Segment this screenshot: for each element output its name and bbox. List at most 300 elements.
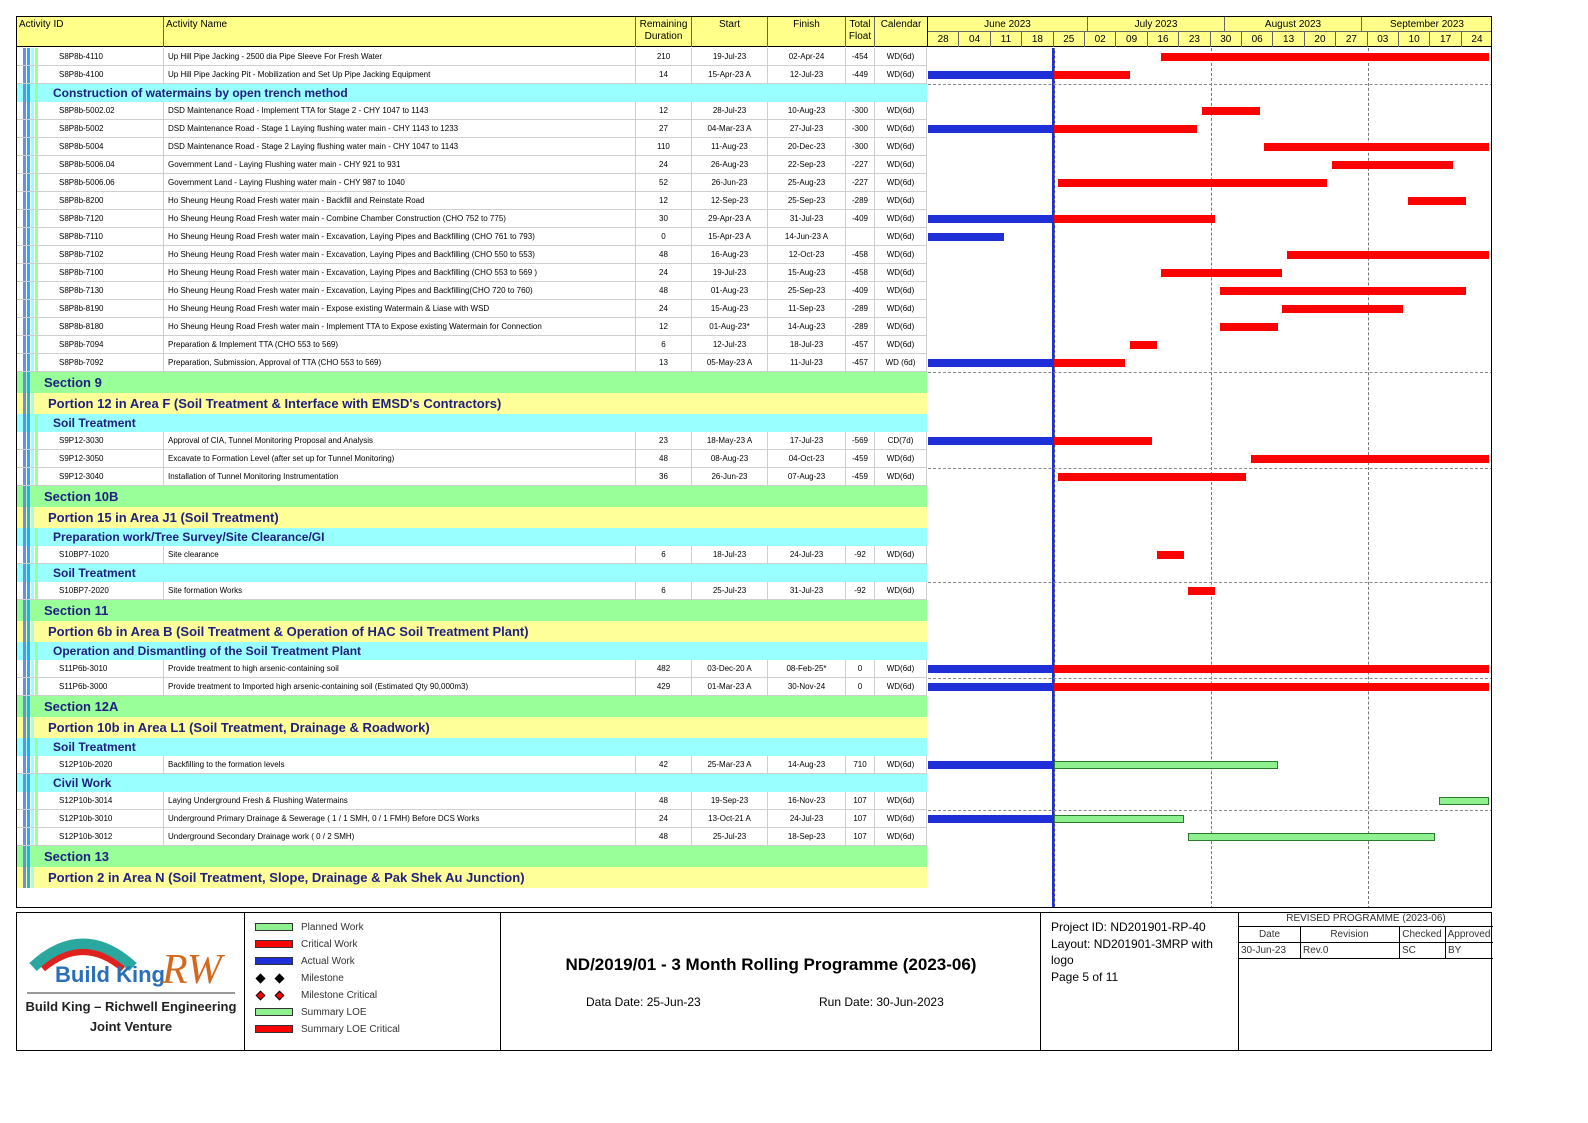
- finish-date-cell: 25-Sep-23: [768, 192, 846, 209]
- planned-work-bar[interactable]: [1188, 833, 1435, 841]
- critical-work-bar[interactable]: [1054, 683, 1489, 691]
- start-date-cell: 29-Apr-23 A: [692, 210, 768, 227]
- critical-work-bar[interactable]: [1251, 455, 1489, 463]
- project-id: Project ID: ND201901-RP-40: [1051, 920, 1206, 934]
- hierarchy-stripe: [27, 546, 30, 563]
- hierarchy-stripe: [23, 774, 26, 792]
- hierarchy-stripe: [23, 48, 26, 65]
- calendar-cell: WD(6d): [875, 264, 927, 281]
- timeline-week: 23: [1179, 32, 1210, 47]
- remaining-duration-cell: 27: [636, 120, 692, 137]
- col-activity-id[interactable]: Activity ID: [17, 17, 164, 47]
- gantt-gridline: [928, 372, 1492, 373]
- subgroup-row[interactable]: [17, 738, 927, 756]
- activity-id-cell: S9P12-3050: [41, 450, 164, 467]
- finish-date-cell: 25-Sep-23: [768, 282, 846, 299]
- planned-work-bar[interactable]: [1054, 761, 1278, 769]
- hierarchy-stripe: [27, 621, 30, 642]
- total-float-cell: -92: [846, 546, 875, 563]
- hierarchy-stripe: [27, 393, 30, 414]
- hierarchy-stripe: [27, 156, 30, 173]
- activity-id-cell: S8P8b-5002: [41, 120, 164, 137]
- remaining-duration-cell: 6: [636, 336, 692, 353]
- activity-row[interactable]: [17, 318, 927, 336]
- activity-name-cell: Underground Secondary Drainage work ( 0 / 2 SMH): [164, 828, 636, 845]
- hierarchy-stripe: [27, 84, 30, 102]
- subgroup-row[interactable]: [17, 528, 927, 546]
- activity-row[interactable]: [17, 336, 927, 354]
- critical-work-bar[interactable]: [1202, 107, 1260, 115]
- hierarchy-stripe: [31, 156, 34, 173]
- calendar-cell: WD(6d): [875, 282, 927, 299]
- hierarchy-stripe: [23, 264, 26, 281]
- critical-work-bar[interactable]: [1054, 215, 1215, 223]
- group-label: Portion 6b in Area B (Soil Treatment & Operation of HAC Soil Treatment Plant): [48, 624, 529, 639]
- total-float-cell: -457: [846, 336, 875, 353]
- hierarchy-stripe: [27, 717, 30, 738]
- hierarchy-stripe: [35, 660, 38, 677]
- hierarchy-stripe: [31, 810, 34, 827]
- activity-name-cell: Approval of CIA, Tunnel Monitoring Proposal and Analysis: [164, 432, 636, 449]
- subgroup-row[interactable]: [17, 642, 927, 660]
- activity-row[interactable]: [17, 300, 927, 318]
- actual-work-bar[interactable]: [928, 815, 1054, 823]
- critical-work-bar[interactable]: [1054, 665, 1489, 673]
- remaining-duration-cell: 24: [636, 264, 692, 281]
- activity-row[interactable]: [17, 546, 927, 564]
- col-remaining-duration[interactable]: Remaining Duration: [636, 17, 692, 47]
- hierarchy-stripe: [35, 48, 38, 65]
- remaining-duration-cell: 23: [636, 432, 692, 449]
- activity-name-cell: Site clearance: [164, 546, 636, 563]
- finish-date-cell: 10-Aug-23: [768, 102, 846, 119]
- remaining-duration-cell: 24: [636, 156, 692, 173]
- critical-work-bar[interactable]: [1054, 437, 1153, 445]
- hierarchy-stripe: [23, 228, 26, 245]
- actual-work-bar[interactable]: [928, 683, 1054, 691]
- hierarchy-stripe: [35, 156, 38, 173]
- critical-work-bar[interactable]: [1220, 323, 1278, 331]
- hierarchy-stripe: [35, 564, 38, 582]
- critical-work-bar[interactable]: [1054, 359, 1126, 367]
- hierarchy-stripe: [35, 300, 38, 317]
- total-float-cell: -227: [846, 174, 875, 191]
- total-float-cell: 710: [846, 756, 875, 773]
- hierarchy-stripe: [31, 678, 34, 695]
- start-date-cell: 25-Jul-23: [692, 582, 768, 599]
- activity-row[interactable]: [17, 468, 927, 486]
- legend-item: [255, 919, 364, 935]
- start-date-cell: 01-Aug-23*: [692, 318, 768, 335]
- start-date-cell: 19-Jul-23: [692, 48, 768, 65]
- calendar-cell: WD(6d): [875, 756, 927, 773]
- group-label: Soil Treatment: [53, 416, 136, 430]
- hierarchy-stripe: [27, 738, 30, 756]
- run-date: Run Date: 30-Jun-2023: [819, 995, 944, 1009]
- hierarchy-stripe: [35, 354, 38, 371]
- start-date-cell: 05-May-23 A: [692, 354, 768, 371]
- actual-work-bar[interactable]: [928, 665, 1054, 673]
- activity-id-cell: S8P8b-5006.06: [41, 174, 164, 191]
- hierarchy-stripe: [23, 120, 26, 137]
- actual-work-bar[interactable]: [928, 233, 1004, 241]
- legend-box: [245, 913, 501, 1050]
- hierarchy-stripe: [27, 432, 30, 449]
- critical-work-bar[interactable]: [1161, 269, 1282, 277]
- portion-row[interactable]: [17, 507, 927, 528]
- start-date-cell: 25-Jul-23: [692, 828, 768, 845]
- actual-work-bar[interactable]: [928, 437, 1054, 445]
- remaining-duration-cell: 0: [636, 228, 692, 245]
- activity-row[interactable]: [17, 450, 927, 468]
- hierarchy-stripe: [35, 192, 38, 209]
- activity-id-cell: S8P8b-8180: [41, 318, 164, 335]
- calendar-cell: WD(6d): [875, 300, 927, 317]
- critical-work-bar[interactable]: [1188, 587, 1215, 595]
- hierarchy-stripe: [27, 468, 30, 485]
- timeline-week: 25: [1054, 32, 1085, 47]
- legend-swatch: [255, 1025, 293, 1033]
- hierarchy-stripe: [35, 432, 38, 449]
- remaining-duration-cell: 48: [636, 282, 692, 299]
- start-date-cell: 03-Dec-20 A: [692, 660, 768, 677]
- hierarchy-stripe: [27, 528, 30, 546]
- activity-name-cell: Installation of Tunnel Monitoring Instrumentation: [164, 468, 636, 485]
- hierarchy-stripe: [35, 738, 38, 756]
- hierarchy-stripe: [27, 642, 30, 660]
- activity-name-cell: Ho Sheung Heung Road Fresh water main - Combine Chamber Construction (CHO 752 to 775): [164, 210, 636, 227]
- finish-date-cell: 18-Jul-23: [768, 336, 846, 353]
- hierarchy-stripe: [35, 228, 38, 245]
- company-name-line2: Joint Venture: [89, 1019, 173, 1034]
- activity-row[interactable]: [17, 354, 927, 372]
- actual-work-bar[interactable]: [928, 761, 1054, 769]
- critical-work-bar[interactable]: [1130, 341, 1157, 349]
- col-calendar[interactable]: Calendar: [880, 19, 922, 30]
- calendar-cell: WD(6d): [875, 228, 927, 245]
- total-float-cell: 0: [846, 660, 875, 677]
- critical-work-bar[interactable]: [1058, 179, 1327, 187]
- activity-row[interactable]: [17, 810, 927, 828]
- activity-row[interactable]: [17, 432, 927, 450]
- legend-label: Milestone: [301, 972, 344, 984]
- total-float-cell: -300: [846, 120, 875, 137]
- hierarchy-stripe: [31, 792, 34, 809]
- activity-row[interactable]: [17, 102, 927, 120]
- page-number: Page 5 of 11: [1051, 970, 1119, 984]
- activity-row[interactable]: [17, 756, 927, 774]
- hierarchy-stripe: [23, 621, 26, 642]
- hierarchy-stripe: [35, 282, 38, 299]
- hierarchy-stripe: [27, 264, 30, 281]
- activity-row[interactable]: [17, 120, 927, 138]
- calendar-cell: WD(6d): [875, 246, 927, 263]
- activity-id-cell: S8P8b-8200: [41, 192, 164, 209]
- activity-row[interactable]: [17, 174, 927, 192]
- activity-row[interactable]: [17, 660, 927, 678]
- activity-name-cell: Ho Sheung Heung Road Fresh water main - Expose existing Watermain & Liase with WSD: [164, 300, 636, 317]
- hierarchy-stripe: [27, 300, 30, 317]
- revision-approved-by: BY: [1448, 945, 1462, 956]
- total-float-cell: -300: [846, 138, 875, 155]
- hierarchy-stripe: [23, 468, 26, 485]
- activity-id-cell: S10BP7-2020: [41, 582, 164, 599]
- activity-name-cell: Ho Sheung Heung Road Fresh water main - Implement TTA to Expose existing Watermain for Connection: [164, 318, 636, 335]
- start-date-cell: 25-Mar-23 A: [692, 756, 768, 773]
- timeline-week: 09: [1116, 32, 1147, 47]
- start-date-cell: 18-May-23 A: [692, 432, 768, 449]
- activity-id-cell: S12P10b-3010: [41, 810, 164, 827]
- total-float-cell: -289: [846, 300, 875, 317]
- actual-work-bar[interactable]: [928, 359, 1054, 367]
- timeline-week: 24: [1462, 32, 1492, 47]
- hierarchy-stripe: [23, 867, 26, 888]
- section-row[interactable]: [17, 486, 927, 507]
- revision-title: REVISED PROGRAMME (2023-06): [1239, 913, 1493, 927]
- activity-name-cell: Government Land - Laying Flushing water main - CHY 921 to 931: [164, 156, 636, 173]
- calendar-cell: WD(6d): [875, 810, 927, 827]
- finish-date-cell: 17-Jul-23: [768, 432, 846, 449]
- critical-work-bar[interactable]: [1287, 251, 1489, 259]
- activity-row[interactable]: [17, 228, 927, 246]
- timeline-month: July 2023: [1088, 17, 1225, 32]
- hierarchy-stripe: [23, 432, 26, 449]
- timeline-week: 11: [991, 32, 1022, 47]
- activity-id-cell: S9P12-3040: [41, 468, 164, 485]
- hierarchy-stripe: [27, 486, 30, 507]
- activity-id-cell: S8P8b-8190: [41, 300, 164, 317]
- remaining-duration-cell: 48: [636, 828, 692, 845]
- start-date-cell: 16-Aug-23: [692, 246, 768, 263]
- hierarchy-stripe: [23, 450, 26, 467]
- hierarchy-stripe: [23, 174, 26, 191]
- start-date-cell: 19-Jul-23: [692, 264, 768, 281]
- remaining-duration-cell: 429: [636, 678, 692, 695]
- actual-work-bar[interactable]: [928, 215, 1054, 223]
- revision-header-approved: Approved: [1447, 929, 1491, 940]
- hierarchy-stripe: [27, 600, 30, 621]
- subgroup-row[interactable]: [17, 774, 927, 792]
- hierarchy-stripe: [35, 546, 38, 563]
- critical-work-bar[interactable]: [1332, 161, 1453, 169]
- remaining-duration-cell: 6: [636, 582, 692, 599]
- total-float-cell: -92: [846, 582, 875, 599]
- finish-date-cell: 16-Nov-23: [768, 792, 846, 809]
- col-activity-name[interactable]: Activity Name: [164, 17, 636, 47]
- remaining-duration-cell: 12: [636, 192, 692, 209]
- group-label: Soil Treatment: [53, 740, 136, 754]
- hierarchy-stripe: [31, 450, 34, 467]
- group-label: Section 9: [44, 375, 102, 390]
- hierarchy-stripe: [27, 756, 30, 773]
- gantt-gridline: [928, 582, 1492, 583]
- start-date-cell: 08-Aug-23: [692, 450, 768, 467]
- activity-name-cell: Ho Sheung Heung Road Fresh water main - Backfill and Reinstate Road: [164, 192, 636, 209]
- critical-work-bar[interactable]: [1264, 143, 1488, 151]
- hierarchy-stripe: [35, 336, 38, 353]
- hierarchy-stripe: [27, 282, 30, 299]
- hierarchy-stripe: [27, 828, 30, 845]
- hierarchy-stripe: [35, 774, 38, 792]
- legend-item: [255, 970, 344, 986]
- hierarchy-stripe: [27, 246, 30, 263]
- activity-id-cell: S10BP7-1020: [41, 546, 164, 563]
- group-label: Section 12A: [44, 699, 119, 714]
- timeline-week: 30: [1211, 32, 1242, 47]
- planned-work-bar[interactable]: [1439, 797, 1488, 805]
- hierarchy-stripe: [31, 210, 34, 227]
- activity-row[interactable]: [17, 246, 927, 264]
- section-row[interactable]: [17, 372, 927, 393]
- remaining-duration-cell: 48: [636, 792, 692, 809]
- critical-work-bar[interactable]: [1058, 473, 1246, 481]
- finish-date-cell: 11-Sep-23: [768, 300, 846, 317]
- start-date-cell: 28-Jul-23: [692, 102, 768, 119]
- activity-id-cell: S11P6b-3000: [41, 678, 164, 695]
- critical-work-bar[interactable]: [1054, 125, 1198, 133]
- hierarchy-stripe: [27, 867, 30, 888]
- finish-date-cell: 14-Aug-23: [768, 756, 846, 773]
- activity-row[interactable]: [17, 282, 927, 300]
- hierarchy-stripe: [31, 282, 34, 299]
- hierarchy-stripe: [35, 468, 38, 485]
- hierarchy-stripe: [27, 318, 30, 335]
- hierarchy-stripe: [35, 756, 38, 773]
- critical-work-bar[interactable]: [1282, 305, 1403, 313]
- col-total-float[interactable]: Total Float: [846, 17, 875, 47]
- activity-row[interactable]: [17, 66, 927, 84]
- portion-row[interactable]: [17, 621, 927, 642]
- activity-row[interactable]: [17, 156, 927, 174]
- hierarchy-stripe: [27, 372, 30, 393]
- hierarchy-stripe: [35, 84, 38, 102]
- hierarchy-stripe: [23, 600, 26, 621]
- critical-work-bar[interactable]: [1161, 53, 1488, 61]
- portion-row[interactable]: [17, 867, 927, 888]
- calendar-cell: WD(6d): [875, 792, 927, 809]
- critical-work-bar[interactable]: [1220, 287, 1467, 295]
- finish-date-cell: 27-Jul-23: [768, 120, 846, 137]
- activity-row[interactable]: [17, 678, 927, 696]
- planned-work-bar[interactable]: [1054, 815, 1184, 823]
- hierarchy-stripe: [31, 174, 34, 191]
- hierarchy-stripe: [27, 810, 30, 827]
- hierarchy-stripe: [23, 318, 26, 335]
- legend-swatch: [255, 923, 293, 931]
- hierarchy-stripe: [31, 660, 34, 677]
- activity-name-cell: Preparation & Implement TTA (CHO 553 to 569): [164, 336, 636, 353]
- hierarchy-stripe: [31, 66, 34, 83]
- activity-row[interactable]: [17, 210, 927, 228]
- hierarchy-stripe: [27, 66, 30, 83]
- logo-mark: RW: [162, 947, 222, 993]
- total-float-cell: 107: [846, 792, 875, 809]
- activity-row[interactable]: [17, 828, 927, 846]
- timeline-week: 02: [1085, 32, 1116, 47]
- activity-row[interactable]: [17, 582, 927, 600]
- hierarchy-stripe: [27, 774, 30, 792]
- remaining-duration-cell: 30: [636, 210, 692, 227]
- total-float-cell: 107: [846, 810, 875, 827]
- hierarchy-stripe: [35, 264, 38, 281]
- critical-work-bar[interactable]: [1054, 71, 1130, 79]
- calendar-cell: WD(6d): [875, 66, 927, 83]
- activity-row[interactable]: [17, 264, 927, 282]
- group-label: Section 10B: [44, 489, 119, 504]
- hierarchy-stripe: [23, 528, 26, 546]
- activity-row[interactable]: [17, 48, 927, 66]
- programme-title-box: [501, 913, 1041, 1050]
- finish-date-cell: 30-Nov-24: [768, 678, 846, 695]
- critical-work-bar[interactable]: [1157, 551, 1184, 559]
- programme-title: ND/2019/01 - 3 Month Rolling Programme (2023-06): [565, 955, 977, 974]
- hierarchy-stripe: [27, 696, 30, 717]
- col-start[interactable]: Start: [692, 17, 768, 47]
- hierarchy-stripe: [23, 582, 26, 599]
- revision-number: Rev.0: [1303, 945, 1329, 956]
- activity-name-cell: Provide treatment to high arsenic-containing soil: [164, 660, 636, 677]
- activity-row[interactable]: [17, 792, 927, 810]
- portion-row[interactable]: [17, 717, 927, 738]
- hierarchy-stripe: [31, 138, 34, 155]
- section-row[interactable]: [17, 600, 927, 621]
- hierarchy-stripe: [23, 393, 26, 414]
- hierarchy-stripe: [27, 507, 30, 528]
- activity-name-cell: Ho Sheung Heung Road Fresh water main - Excavation, Laying Pipes and Backfilling (CHO 761 to 793): [164, 228, 636, 245]
- hierarchy-stripe: [35, 318, 38, 335]
- activity-row[interactable]: [17, 138, 927, 156]
- portion-row[interactable]: [17, 393, 927, 414]
- start-date-cell: 15-Aug-23: [692, 300, 768, 317]
- hierarchy-stripe: [31, 828, 34, 845]
- hierarchy-stripe: [31, 468, 34, 485]
- hierarchy-stripe: [27, 138, 30, 155]
- activity-name-cell: Provide treatment to Imported high arsenic-containing soil (Estimated Qty 90,000m3): [164, 678, 636, 695]
- hierarchy-stripe: [35, 414, 38, 432]
- hierarchy-stripe: [31, 246, 34, 263]
- subgroup-row[interactable]: [17, 84, 927, 102]
- hierarchy-stripe: [35, 138, 38, 155]
- hierarchy-stripe: [31, 264, 34, 281]
- critical-work-bar[interactable]: [1408, 197, 1466, 205]
- remaining-duration-cell: 48: [636, 246, 692, 263]
- calendar-cell: WD(6d): [875, 192, 927, 209]
- actual-work-bar[interactable]: [928, 125, 1054, 133]
- finish-date-cell: 07-Aug-23: [768, 468, 846, 485]
- section-row[interactable]: [17, 696, 927, 717]
- activity-name-cell: DSD Maintenance Road - Implement TTA for Stage 2 - CHY 1047 to 1143: [164, 102, 636, 119]
- hierarchy-stripe: [27, 336, 30, 353]
- subgroup-row[interactable]: [17, 414, 927, 432]
- remaining-duration-cell: 48: [636, 450, 692, 467]
- hierarchy-stripe: [23, 738, 26, 756]
- subgroup-row[interactable]: [17, 564, 927, 582]
- hierarchy-stripe: [31, 621, 34, 642]
- remaining-duration-cell: 36: [636, 468, 692, 485]
- timeline-week: 10: [1399, 32, 1430, 47]
- activity-row[interactable]: [17, 192, 927, 210]
- total-float-cell: [846, 228, 875, 245]
- remaining-duration-cell: 210: [636, 48, 692, 65]
- revision-box: [1239, 913, 1493, 1050]
- actual-work-bar[interactable]: [928, 71, 1054, 79]
- hierarchy-stripe: [31, 582, 34, 599]
- section-row[interactable]: [17, 846, 927, 867]
- timeline-week: 06: [1242, 32, 1273, 47]
- total-float-cell: -458: [846, 264, 875, 281]
- activity-id-cell: S8P8b-7102: [41, 246, 164, 263]
- col-finish[interactable]: Finish: [768, 17, 846, 47]
